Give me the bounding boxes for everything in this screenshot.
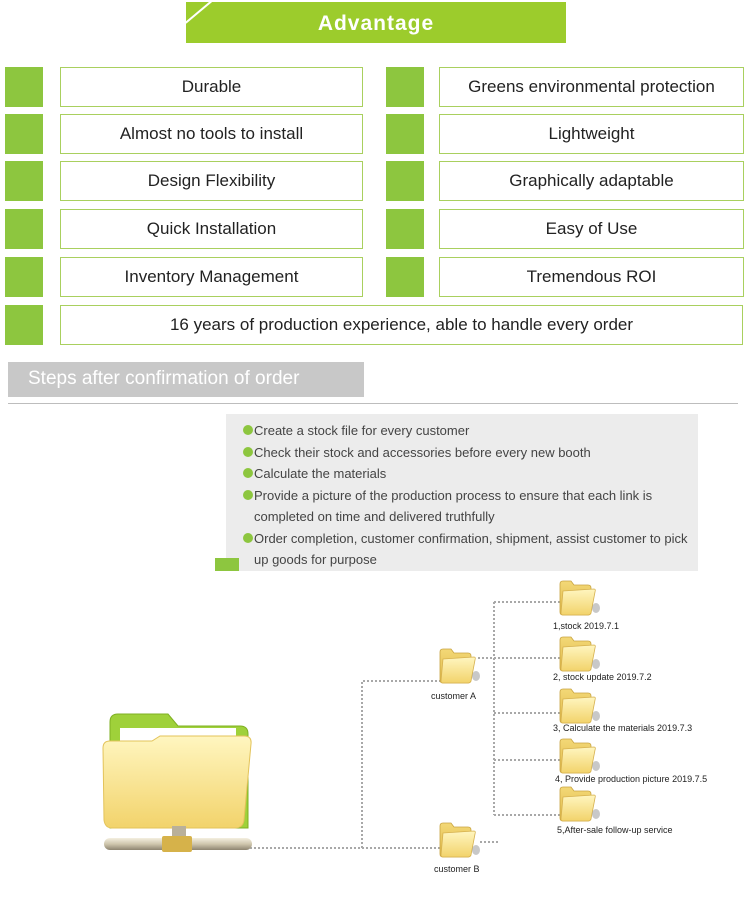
customer-a-label: customer A: [431, 691, 477, 701]
customer-b-folder-icon: [440, 823, 480, 857]
connector-line: [250, 681, 440, 848]
advantage-easy-of-use: Easy of Use: [439, 209, 744, 249]
step-item: Provide a picture of the production process to ensure that each link is completed on time and delivered truthfully: [243, 485, 695, 528]
node-stock-update-label: 2, stock update 2019.7.2: [553, 672, 652, 682]
advantage-title: Advantage: [317, 12, 435, 35]
advantage-inventory-management: Inventory Management: [60, 257, 363, 297]
stock-update-folder-icon: [560, 637, 600, 671]
materials-folder-icon: [560, 689, 600, 723]
node-follow-up-label: 5,After-sale follow-up service: [557, 825, 673, 835]
node-materials-label: 3, Calculate the materials 2019.7.3: [553, 723, 693, 733]
advantage-design-flexibility: Design Flexibility: [60, 161, 363, 201]
node-stock-label: 1,stock 2019.7.1: [553, 621, 620, 631]
step-item: Create a stock file for every customer: [243, 420, 695, 442]
steps-title: Steps after confirmation of order: [28, 368, 300, 389]
advantage-quick-installation: Quick Installation: [60, 209, 363, 249]
customer-b-label: customer B: [434, 864, 480, 874]
advantage-graphically-adaptable: Graphically adaptable: [439, 161, 744, 201]
node-production-picture-label: 4, Provide production picture 2019.7.5: [555, 774, 708, 784]
step-item: Calculate the materials: [243, 463, 695, 485]
customer-a-folder-icon: [440, 649, 480, 683]
follow-up-folder-icon: [560, 787, 600, 821]
step-item: Check their stock and accessories before every new booth: [243, 442, 695, 464]
advantage-tremendous-roi: Tremendous ROI: [439, 257, 744, 297]
advantage-production-experience: 16 years of production experience, able to handle every order: [60, 305, 743, 345]
advantage-green-protection: Greens environmental protection: [439, 67, 744, 107]
production-picture-folder-icon: [560, 739, 600, 773]
advantage-easy-install: Almost no tools to install: [60, 114, 363, 154]
main-folder-icon: [103, 714, 252, 852]
step-item: Order completion, customer confirmation, shipment, assist customer to pick up goods for purpose: [243, 528, 695, 571]
stock-folder-icon: [560, 581, 600, 615]
advantage-durable: Durable: [60, 67, 363, 107]
advantage-lightweight: Lightweight: [439, 114, 744, 154]
